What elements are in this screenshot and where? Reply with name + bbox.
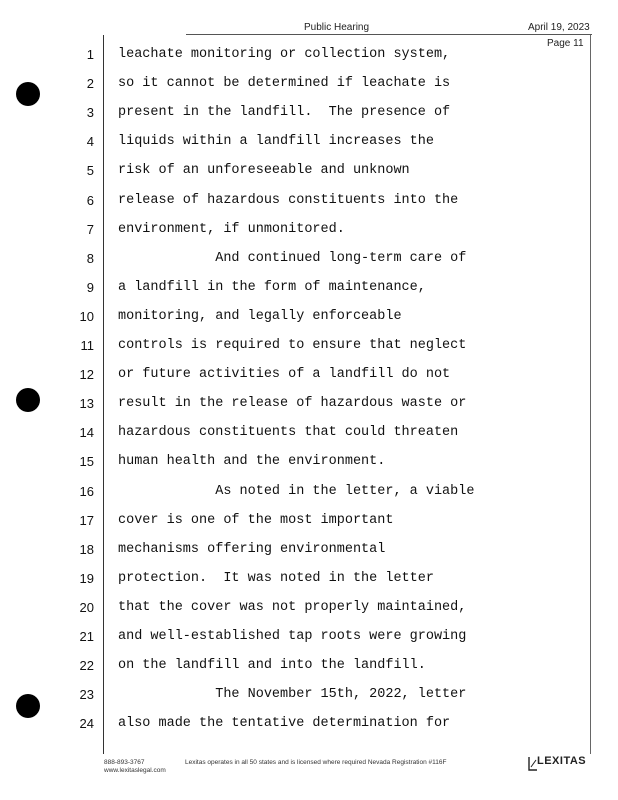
lexitas-logo-text: LEXITAS — [537, 755, 587, 767]
line-number: 18 — [79, 541, 94, 557]
line-number: 8 — [86, 250, 94, 266]
line-text: or future activities of a landfill do not — [118, 367, 451, 383]
line-text: controls is required to ensure that neglect — [118, 338, 467, 353]
page-number: Page 11 — [547, 38, 584, 49]
transcript-line — [0, 506, 590, 535]
header-rule — [186, 34, 592, 35]
line-text: risk of an unforeseeable and unknown — [118, 163, 410, 179]
line-number: 22 — [79, 658, 94, 674]
transcript-line — [0, 98, 590, 127]
line-number: 1 — [86, 47, 94, 62]
transcript-line — [0, 709, 590, 738]
line-text: As noted in the letter, a viable — [118, 483, 475, 499]
transcript-line — [0, 651, 590, 680]
line-text: environment, if unmonitored. — [118, 221, 345, 237]
line-text: result in the release of hazardous waste or — [118, 396, 467, 412]
line-number: 12 — [79, 367, 94, 383]
transcript-line — [0, 244, 590, 273]
line-text: And continued long-term care of — [118, 250, 467, 266]
transcript-line — [0, 156, 590, 185]
line-number: 4 — [86, 134, 94, 150]
transcript-line — [0, 360, 590, 389]
line-number: 5 — [86, 163, 94, 179]
transcript-line — [0, 273, 590, 302]
line-number: 6 — [86, 192, 94, 208]
line-number: 13 — [79, 396, 94, 412]
line-text: on the landfill and into the landfill. — [118, 658, 426, 674]
line-number: 11 — [80, 338, 94, 353]
line-number: 3 — [86, 105, 94, 121]
line-number: 23 — [79, 687, 94, 703]
transcript-line — [0, 389, 590, 418]
transcript-line — [0, 447, 590, 476]
line-text: protection. It was noted in the letter — [118, 570, 434, 586]
line-text: present in the landfill. The presence of — [118, 105, 451, 121]
transcript-line — [0, 564, 590, 593]
transcript-line — [0, 535, 590, 564]
line-text: monitoring, and legally enforceable — [118, 308, 402, 324]
line-number: 21 — [79, 629, 94, 644]
line-text: cover is one of the most important — [118, 512, 394, 528]
transcript-line — [0, 593, 590, 622]
line-text: mechanisms offering environmental — [118, 541, 386, 557]
line-text: that the cover was not properly maintained, — [118, 599, 467, 615]
right-margin-rule — [590, 35, 591, 754]
transcript-line — [0, 40, 590, 69]
line-text: The November 15th, 2022, letter — [118, 687, 467, 703]
line-number: 15 — [79, 454, 94, 470]
line-number: 14 — [79, 425, 94, 441]
transcript-line — [0, 331, 590, 360]
line-text: and well-established tap roots were growing — [118, 629, 467, 644]
line-number: 16 — [79, 483, 94, 499]
transcript-line — [0, 477, 590, 506]
transcript-line — [0, 680, 590, 709]
footer-phone: 888-893-3767 — [104, 759, 145, 766]
line-text: so it cannot be determined if leachate is — [118, 76, 451, 92]
line-text: human health and the environment. — [118, 454, 386, 470]
line-number: 20 — [79, 599, 94, 615]
line-text: leachate monitoring or collection system, — [118, 47, 451, 62]
line-number: 24 — [79, 716, 94, 732]
header-title: Public Hearing — [304, 22, 370, 33]
transcript-line — [0, 622, 590, 651]
line-number: 9 — [86, 279, 94, 295]
line-text: release of hazardous constituents into the — [118, 192, 459, 208]
footer-notice: Lexitas operates in all 50 states and is licensed where required Nevada Registration #116F — [185, 759, 447, 766]
line-number: 2 — [86, 76, 94, 92]
transcript-line — [0, 215, 590, 244]
line-number: 7 — [86, 221, 94, 237]
footer-website: www.lexitaslegal.com — [104, 767, 166, 774]
line-number: 10 — [79, 308, 94, 324]
transcript-line — [0, 69, 590, 98]
header-date: April 19, 2023 — [528, 22, 590, 33]
transcript-line — [0, 302, 590, 331]
line-text: a landfill in the form of maintenance, — [118, 279, 426, 295]
line-number: 17 — [79, 512, 94, 528]
transcript-line — [0, 186, 590, 215]
line-text: hazardous constituents that could threaten — [118, 425, 459, 441]
transcript-line — [0, 418, 590, 447]
transcript-line — [0, 127, 590, 156]
line-text: liquids within a landfill increases the — [118, 134, 434, 150]
line-number: 19 — [79, 570, 94, 586]
line-text: also made the tentative determination for — [118, 716, 451, 732]
